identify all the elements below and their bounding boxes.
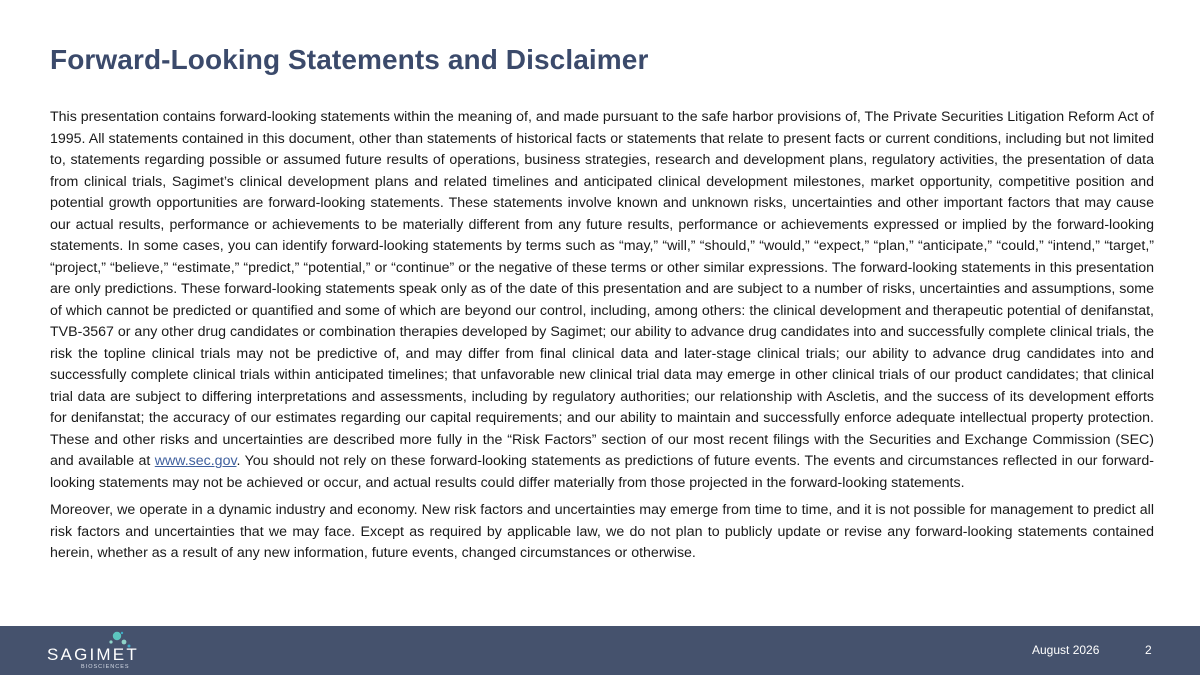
sec-gov-link[interactable]: www.sec.gov (154, 453, 237, 469)
logo-wordmark: SAGIMET (47, 645, 139, 664)
paragraph-1-text: This presentation contains forward-looking statements within the meaning of, and made pursuant to the safe harbor provisions of, The Private Securities Litigation Reform Act of 1995. All statements contained in this document, other than statements of historical facts or statements that relate to present facts or current conditions, including but not limited to, statements regarding possible or assumed future results of operations, business strategies, research and development plans, regulatory activities, the presentation of data from clinical trials, Sagimet’s clinical development plans and related timelines and anticipated clinical development milestones, market opportunity, competitive position and potential growth opportunities are forward-looking statements. These statements involve known and unknown risks, uncertainties and other important factors that may cause our actual results, performance or achievements to be materially different from any future results, performance or achievements expressed or implied by the forward-looking statements. In some cases, you can identify forward-looking statements by terms such as “may,” “will,” “should,” “would,” “expect,” “plan,” “anticipate,” “could,” “intend,” “target,” “project,” “believe,” “estimate,” “predict,” “potential,” or “continue” or the negative of these terms or other similar expressions. The forward-looking statements in this presentation are only predictions. These forward-looking statements speak only as of the date of this presentation and are subject to a number of risks, uncertainties and assumptions, some of which cannot be predicted or quantified and some of which are beyond our control, including, among others: the clinical development and therapeutic potential of denifanstat, TVB-3567 or any other drug candidates or combination therapies developed by Sagimet; our ability to advance drug candidates into and successfully complete clinical trials, the risk the topline clinical trials may not be predictive of, and may differ from final clinical data and later-stage clinical trials; our ability to advance drug candidates into and successfully complete clinical trials within anticipated timelines; that unfavorable new clinical trial data may emerge in other clinical trials of our product candidates; that clinical trial data are subject to differing interpretations and assessments, including by regulatory authorities; our relationship with Ascletis, and the success of its development efforts for denifanstat; the accuracy of our estimates regarding our capital requirements; and our ability to maintain and successfully enforce adequate intellectual property protection. These and other risks and uncertainties are described more fully in the “Risk Factors” section of our most recent filings with the Securities and Exchange Commission (SEC) and available at (50, 109, 1154, 469)
disclaimer-body (50, 107, 1154, 571)
footer-bar (0, 626, 1200, 675)
logo-subtitle: BIOSCIENCES (81, 664, 130, 670)
company-logo (47, 630, 147, 672)
page-title: Forward-Looking Statements and Disclaimer (50, 44, 649, 75)
paragraph-1-text-end: . You should not rely on these forward-looking statements as predictions of future events. The events and circumstances reflected in our forward-looking statements may not be achieved or occur, and actual results could differ materially from those projected in the forward-looking statements. (50, 453, 1154, 491)
paragraph-2: Moreover, we operate in a dynamic industry and economy. New risk factors and uncertainties may emerge from time to time, and it is not possible for management to predict all risk factors and uncertainties that we may face. Except as required by applicable law, we do not plan to publicly update or revise any forward-looking statements contained herein, whether as a result of any new information, future events, changed circumstances or otherwise. (50, 502, 1154, 561)
page-number: 2 (1145, 643, 1152, 657)
presentation-date: August 2026 (1032, 643, 1100, 657)
paragraph-1 (50, 107, 1154, 494)
